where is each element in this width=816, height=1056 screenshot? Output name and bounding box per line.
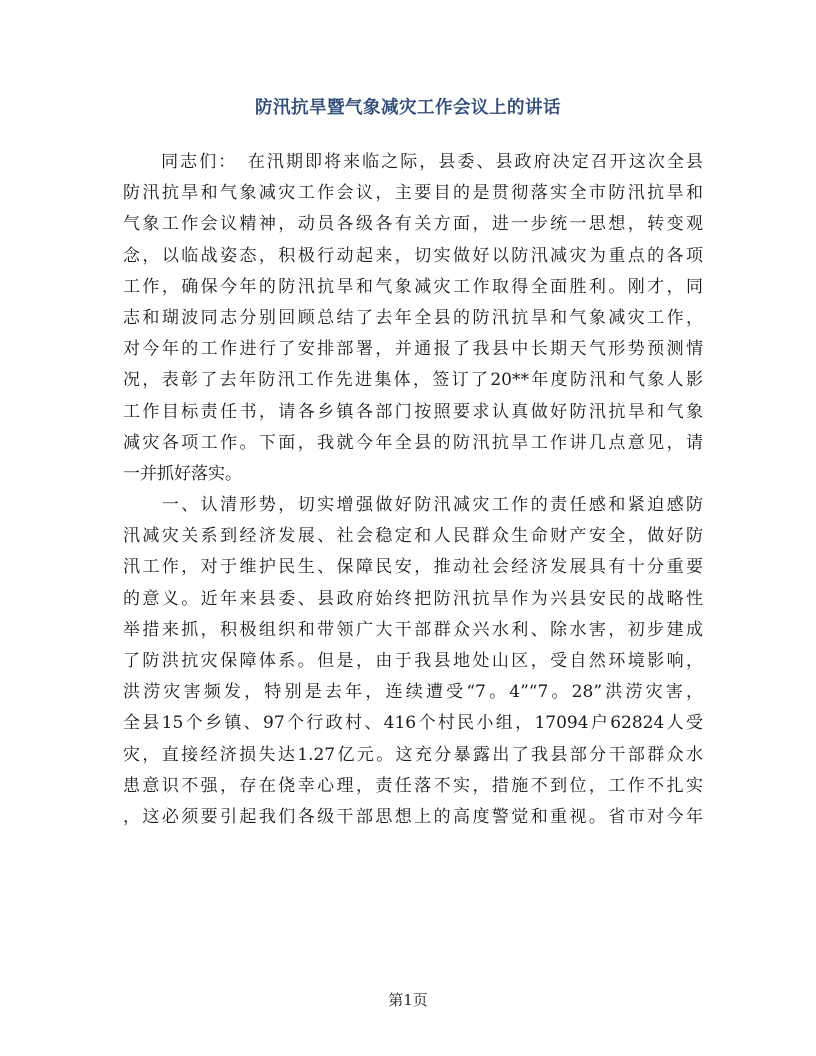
text-line: 洪涝灾害频发，特别是去年，连续遭受“7。4”“7。28”洪涝灾害， [123, 682, 703, 703]
text-line: 汛工作，对于维护民生、保障民安，推动社会经济发展具有十分重要 [123, 557, 703, 578]
text-line: 汛减灾关系到经济发展、社会稳定和人民群众生命财产安全，做好防 [123, 526, 703, 547]
text-line: 工作，确保今年的防汛抗旱和气象减灾工作取得全面胜利。刚才，同 [123, 276, 703, 297]
text-line: 志和瑚波同志分别回顾总结了去年全县的防汛抗旱和气象减灾工作， [123, 307, 703, 328]
text-line: 减灾各项工作。下面，我就今年全县的防汛抗旱工作讲几点意见，请 [123, 432, 703, 453]
page-number: 第1页 [388, 991, 428, 1009]
text-line: 灾，直接经济损失达1.27亿元。这充分暴露出了我县部分干部群众水 [123, 744, 703, 765]
document-body [123, 147, 703, 833]
text-line: 的意义。近年来县委、县政府始终把防汛抗旱作为兴县安民的战略性 [123, 588, 703, 609]
text-line: 念，以临战姿态，积极行动起来，切实做好以防汛减灾为重点的各项 [123, 245, 703, 266]
text-line: 一并抓好落实。 [123, 463, 242, 484]
text-line: 防汛抗旱和气象减灾工作会议，主要目的是贯彻落实全市防汛抗旱和 [123, 183, 703, 204]
document-title: 防汛抗旱暨气象减灾工作会议上的讲话 [255, 98, 561, 118]
text-line: 同志们： 在汛期即将来临之际，县委、县政府决定召开这次全县 [123, 152, 703, 172]
text-line: 工作目标责任书，请各乡镇各部门按照要求认真做好防汛抗旱和气象 [123, 401, 703, 422]
text-line: 了防洪抗灾保障体系。但是，由于我县地处山区，受自然环境影响， [123, 651, 703, 671]
text-line: 举措来抓，积极组织和带领广大干部群众兴水利、除水害，初步建成 [123, 619, 703, 640]
text-line: 对今年的工作进行了安排部署，并通报了我县中长期天气形势预测情 [123, 339, 703, 360]
text-line: 一、认清形势，切实增强做好防汛减灾工作的责任感和紧迫感防 [123, 495, 703, 516]
text-line: 气象工作会议精神，动员各级各有关方面，进一步统一思想，转变观 [123, 214, 703, 235]
text-line: 患意识不强，存在侥幸心理，责任落不实，措施不到位，工作不扎实 [123, 775, 703, 796]
text-line: 况，表彰了去年防汛工作先进集体，签订了20**年度防汛和气象人影 [123, 370, 703, 391]
text-line: 全县15个乡镇、97个行政村、416个村民小组，17094户62824人受 [123, 713, 703, 734]
text-line: ，这必须要引起我们各级干部思想上的高度警觉和重视。省市对今年 [123, 806, 703, 827]
